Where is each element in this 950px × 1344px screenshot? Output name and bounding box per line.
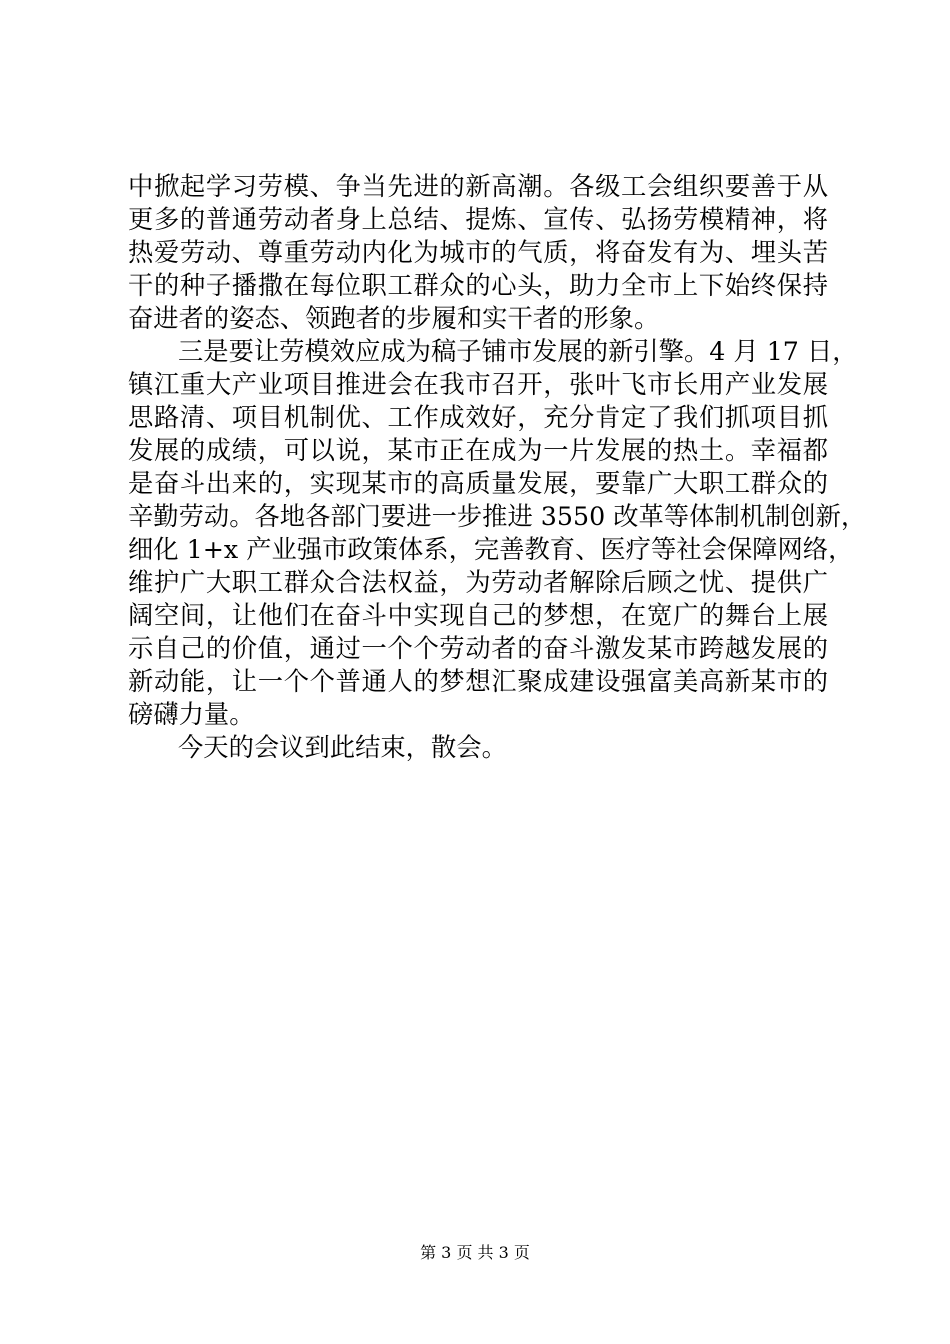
text-line: 新动能，让一个个普通人的梦想汇聚成建设强富美高新某市的 bbox=[128, 667, 828, 696]
text-line: 发展的成绩，可以说，某市正在成为一片发展的热土。幸福都 bbox=[128, 436, 828, 465]
text-line: 思路清、项目机制优、工作成效好，充分肯定了我们抓项目抓 bbox=[128, 403, 828, 432]
text-line: 热爱劳动、尊重劳动内化为城市的气质，将奋发有为、埋头苦 bbox=[128, 238, 828, 267]
text-line: 今天的会议到此结束，散会。 bbox=[178, 733, 507, 762]
text-line: 镇江重大产业项目推进会在我市召开，张叶飞市长用产业发展 bbox=[128, 370, 828, 399]
text-line: 更多的普通劳动者身上总结、提炼、宣传、弘扬劳模精神，将 bbox=[128, 205, 828, 234]
page-footer bbox=[0, 1243, 950, 1263]
text-line: 奋进者的姿态、领跑者的步履和实干者的形象。 bbox=[128, 304, 660, 333]
text-line: 维护广大职工群众合法权益，为劳动者解除后顾之忧、提供广 bbox=[128, 568, 828, 597]
text-line: 辛勤劳动。各地各部门要进一步推进 3550 改革等体制机制创新， bbox=[128, 502, 867, 531]
paragraph-1 bbox=[128, 170, 828, 335]
text-line: 干的种子播撒在每位职工群众的心头，助力全市上下始终保持 bbox=[128, 271, 828, 300]
page-number-label: 第 3 页 共 3 页 bbox=[420, 1243, 530, 1262]
text-line: 示自己的价值，通过一个个劳动者的奋斗激发某市跨越发展的 bbox=[128, 634, 828, 663]
document-body bbox=[128, 170, 867, 764]
text-line: 细化 1+x 产业强市政策体系，完善教育、医疗等社会保障网络， bbox=[128, 535, 854, 564]
text-line: 阔空间，让他们在奋斗中实现自己的梦想，在宽广的舞台上展 bbox=[128, 601, 828, 630]
paragraph-2 bbox=[128, 335, 867, 731]
text-line: 中掀起学习劳模、争当先进的新高潮。各级工会组织要善于从 bbox=[128, 172, 828, 201]
paragraph-3 bbox=[128, 731, 828, 764]
text-line: 三是要让劳模效应成为稿子铺市发展的新引擎。4 月 17 日， bbox=[178, 337, 858, 366]
text-line: 是奋斗出来的，实现某市的高质量发展，要靠广大职工群众的 bbox=[128, 469, 828, 498]
text-line: 磅礴力量。 bbox=[128, 700, 255, 729]
